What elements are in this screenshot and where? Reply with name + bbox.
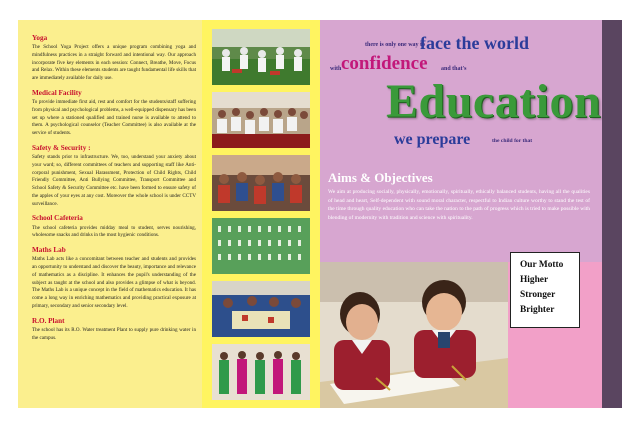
yoga-group-photo [212, 29, 310, 85]
section-heading: R.O. Plant [32, 316, 65, 325]
section-cafeteria [32, 214, 196, 240]
slogan-face-the-world: face the world [420, 33, 529, 53]
aims-heading: Aims & Objectives [328, 170, 433, 185]
section-heading: Maths Lab [32, 246, 66, 255]
section-body: The school cafeteria provides midday meal to student, serves nourishing, wholesome snacks and drinks in the most hygienic conditions. [32, 224, 196, 239]
cultural-dance-photo [212, 344, 310, 400]
section-heading: School Cafeteria [32, 214, 83, 223]
section-safety [32, 144, 196, 208]
section-medical [32, 89, 196, 138]
facilities-column [18, 20, 202, 408]
slogan-small-1: there is only one way to [365, 42, 426, 48]
motto-line-stronger: Stronger [520, 290, 556, 301]
maths-lab-photo [212, 281, 310, 337]
medical-students-photo [212, 92, 310, 148]
section-yoga [32, 34, 196, 83]
section-heading: Yoga [32, 34, 48, 42]
slogan-small-with: with [330, 66, 342, 72]
education-title: Education [386, 75, 602, 128]
students-writing-photo [320, 262, 508, 408]
section-ro-plant [32, 317, 196, 343]
section-body: The school has its R.O. Water treatment Plant to supply pure drinking water in the campus. [32, 326, 196, 341]
motto-line-higher: Higher [520, 275, 549, 286]
aims-body: We aim at producing socially, physically, emotionally, spiritually, ethically balanced students, having all the qualities of head and heart, Self-dependent with sound moral character, respectful to Indian culture worthy to stand the test of the time through quality education who can take the nation to the path of progress which is tried to make possible with blending of modernity with tradition and science with spirituality. [328, 189, 590, 221]
section-body: Safety stands prior to infrastructure. We, too, understand your anxiety about your ward; so, different committees of teachers and supporting staff like Anti-corporal punishment, Sexual Harassment, Protection of Child Rights, Child Friendly Committee, Anti Bullying Committee, Transport Committee and School Safety & Security Committee etc. have been formed to ensure safety of the apples of your eyes at any cost. Moreover the whole school is under CCTV surveillance. [32, 154, 196, 207]
assembly-ground-photo [212, 218, 310, 274]
motto-box [510, 252, 580, 328]
slogan-small-and-thats: and that's [441, 66, 467, 72]
education-panel [320, 20, 602, 408]
section-body: To provide immediate first aid, rest and comfort for the students/staff suffering from physical and psychological problems, a well-equipped dispensary has been set up where a stationed qualified and trained nurse is available to attend to them. A psychological counselor (Teacher Committee) is also available at the service of students. [32, 99, 196, 137]
section-heading: Medical Facility [32, 88, 82, 97]
motto-line-brighter: Brighter [520, 305, 555, 316]
section-body: Maths Lab acts like a concomitant between teacher and students and provides an opportunity to understand and discover the beauty, importance and relevance of mathematics as a discipline. It enhances the pupil's understanding of the subject as taught at the school and also provides a glimpse of what is beyond. The Maths Lab is a unique concept in the field of mathematics education. It has come a long way in enriching mathematics and providing practical exposure at primary, secondary and senior secondary level. [32, 256, 196, 309]
photo-strip [202, 20, 320, 408]
section-heading: Safety & Security : [32, 143, 91, 152]
motto-title: Our Motto [520, 260, 564, 270]
slogan-confidence: confidence [341, 53, 428, 74]
section-maths-lab [32, 246, 196, 310]
purple-edge-bar [602, 20, 622, 408]
slogan-small-child: the child for that [492, 138, 533, 144]
group-students-photo [212, 155, 310, 211]
section-body: The School Yoga Project offers a unique program combining yoga and mindfulness practices in a straight forward and intentional way. Our approach incorporate five key elements in each session: Connect, Breathe, Move, Focus and Relax. Within these elements students are taught fundamental life skills that are immediately available for daily use. [32, 44, 196, 82]
slogan-we-prepare: we prepare [394, 131, 471, 148]
